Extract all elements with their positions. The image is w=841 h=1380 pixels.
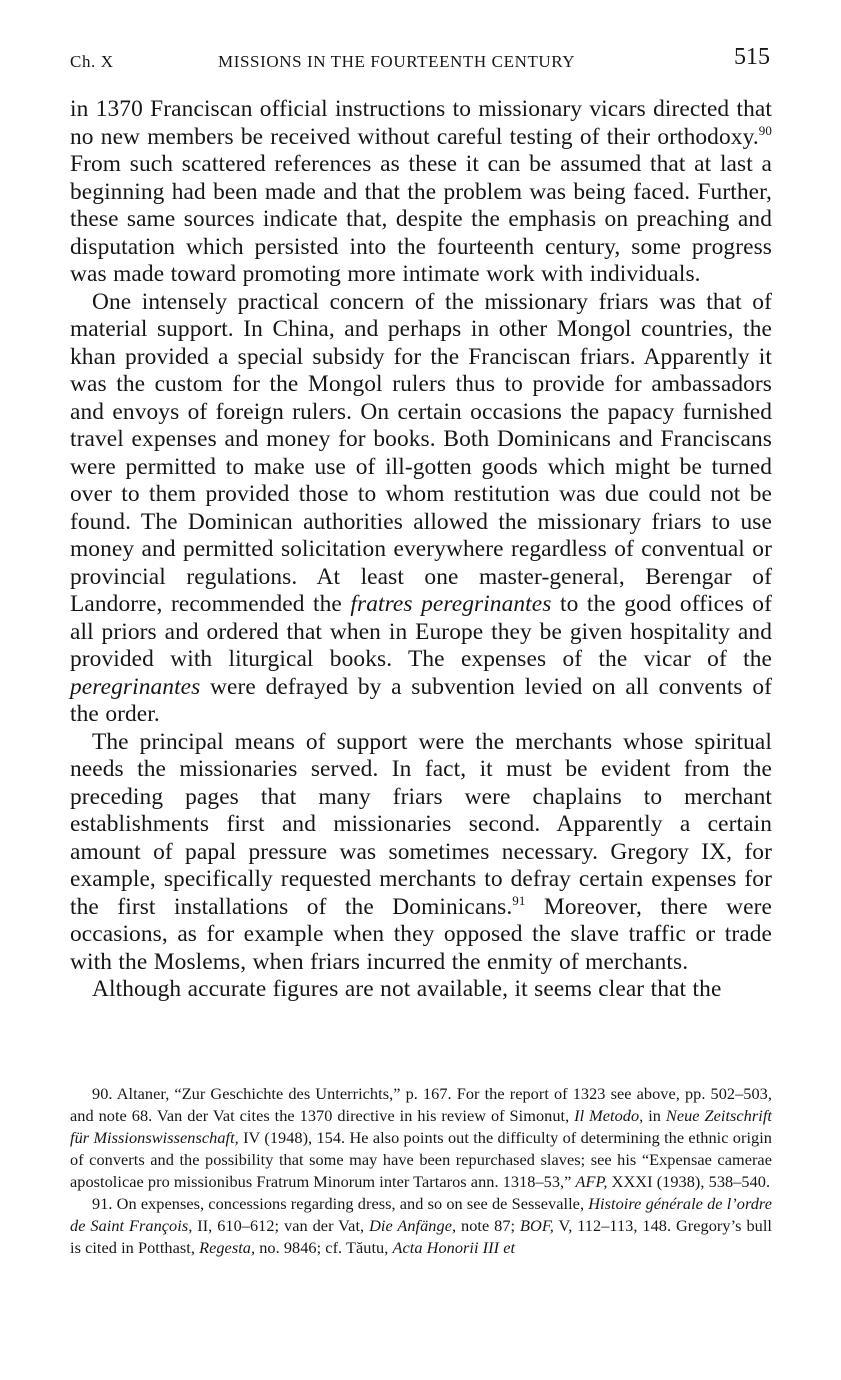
text-run: The principal means of support were the merchants whose spiritual needs the missionaries served. In fact, it must be evident from the preceding pages that many friars were chaplains to merchant establishments first and missionaries second. Apparently a certain amount of papal pressure was sometimes necessary. Gregory IX, for example, specifically requested merchants to defray certain expenses for the first installations of the Dominicans. (70, 728, 772, 920)
paragraph-3 (70, 729, 772, 977)
footnote-91 (70, 1193, 772, 1259)
text-run: to the good offices of all priors and ordered that when in Europe they be given hospitality and provided with liturgical books. The expenses of the vicar of the (70, 591, 772, 672)
text-run: 90. Altaner, “Zur Geschichte des Unterrichts,” p. 167. For the report of 1323 see above, pp. 502–503, and note 68. Van der Vat cites the 1370 directive in his review of Simonut, (70, 1084, 772, 1125)
italic-term: fratres peregrinantes (350, 591, 552, 617)
footnote-ref-91: 91 (512, 892, 526, 908)
footnote-90 (70, 1083, 772, 1193)
text-run: no. 9846; cf. Tăutu, (255, 1238, 393, 1257)
text-run: Moreover, there were occasions, as for example when they opposed the slave traffic or trade with the Moslems, when friars incurred the enmity of merchants. (70, 893, 772, 975)
text-run: were defrayed by a subvention levied on all convents of the order. (70, 673, 772, 727)
text-run: V, 112–113, 148. Gregory’s bull is cited in Potthast, (70, 1216, 772, 1257)
text-run: II, 610–612; van der Vat, (192, 1216, 370, 1235)
italic-title: Il Metodo, (574, 1106, 644, 1125)
text-run: From such scattered references as these it can be assumed that at last a beginning had been made and that the problem was being faced. Further, these same sources indicate that, despite the emphasis on preaching and disputation which persisted into the fourteenth century, some progress was made toward promoting more intimate work with individuals. (70, 151, 772, 287)
paragraph-4 (70, 976, 772, 1004)
text-run: One intensely practical concern of the missionary friars was that of material support. In China, and perhaps in other Mongol countries, the khan provided a special subsidy for the Franciscan friars. Apparently it was the custom for the Mongol rulers thus to provide for ambassadors and envoys of foreign rulers. On certain occasions the papacy furnished travel expenses and money for books. Both Dominicans and Franciscans were permitted to make use of ill-gotten goods which might be turned over to them provided those to whom restitution was due could not be found. The Dominican authorities allowed the missionary friars to use money and permitted solicitation everywhere regardless of conventual or provincial regulations. At least one master-general, Berengar of Landorre, recommended the (70, 288, 772, 617)
paragraph-2 (70, 289, 772, 729)
text-run: 91. On expenses, concessions regarding dress, and so on see de Sessevalle, (92, 1194, 589, 1213)
chapter-label: Ch. X (70, 52, 114, 71)
footnotes (70, 1083, 772, 1259)
running-title: MISSIONS IN THE FOURTEENTH CENTURY (218, 52, 576, 71)
italic-title: AFP, (575, 1172, 608, 1191)
italic-title: Neue Zeitschrift für Missionswissenschaft, (70, 1106, 772, 1147)
page-number: 515 (734, 44, 770, 70)
text-run: Although accurate figures are not available, it seems clear that the (92, 976, 722, 1002)
text-run: in 1370 Franciscan official instructions to missionary vicars directed that no new members be received without careful testing of their orthodoxy. (70, 96, 772, 150)
text-run: XXXI (1938), 538–540. (607, 1172, 771, 1191)
italic-title: BOF, (520, 1216, 554, 1235)
footnote-ref-90: 90 (758, 122, 772, 138)
main-text (70, 96, 772, 1004)
text-run: in (643, 1106, 666, 1125)
italic-title: Regesta, (199, 1238, 256, 1257)
paragraph-1 (70, 96, 772, 289)
text-run: IV (1948), 154. He also points out the difficulty of determining the ethnic origin of converts and the possibility that some may have been repurchased slaves; see his “Expensae camerae apostolicae pro missionibus Fratrum Minorum inter Tartaros ann. 1318–53,” (70, 1128, 772, 1191)
italic-term: peregrinantes (70, 673, 201, 700)
text-run: note 87; (456, 1216, 521, 1235)
running-header (70, 44, 772, 78)
italic-title: Histoire générale de l’ordre de Saint François, (70, 1194, 772, 1235)
italic-title: Acta Honorii III et (392, 1238, 516, 1257)
italic-title: Die Anfänge, (369, 1216, 457, 1235)
